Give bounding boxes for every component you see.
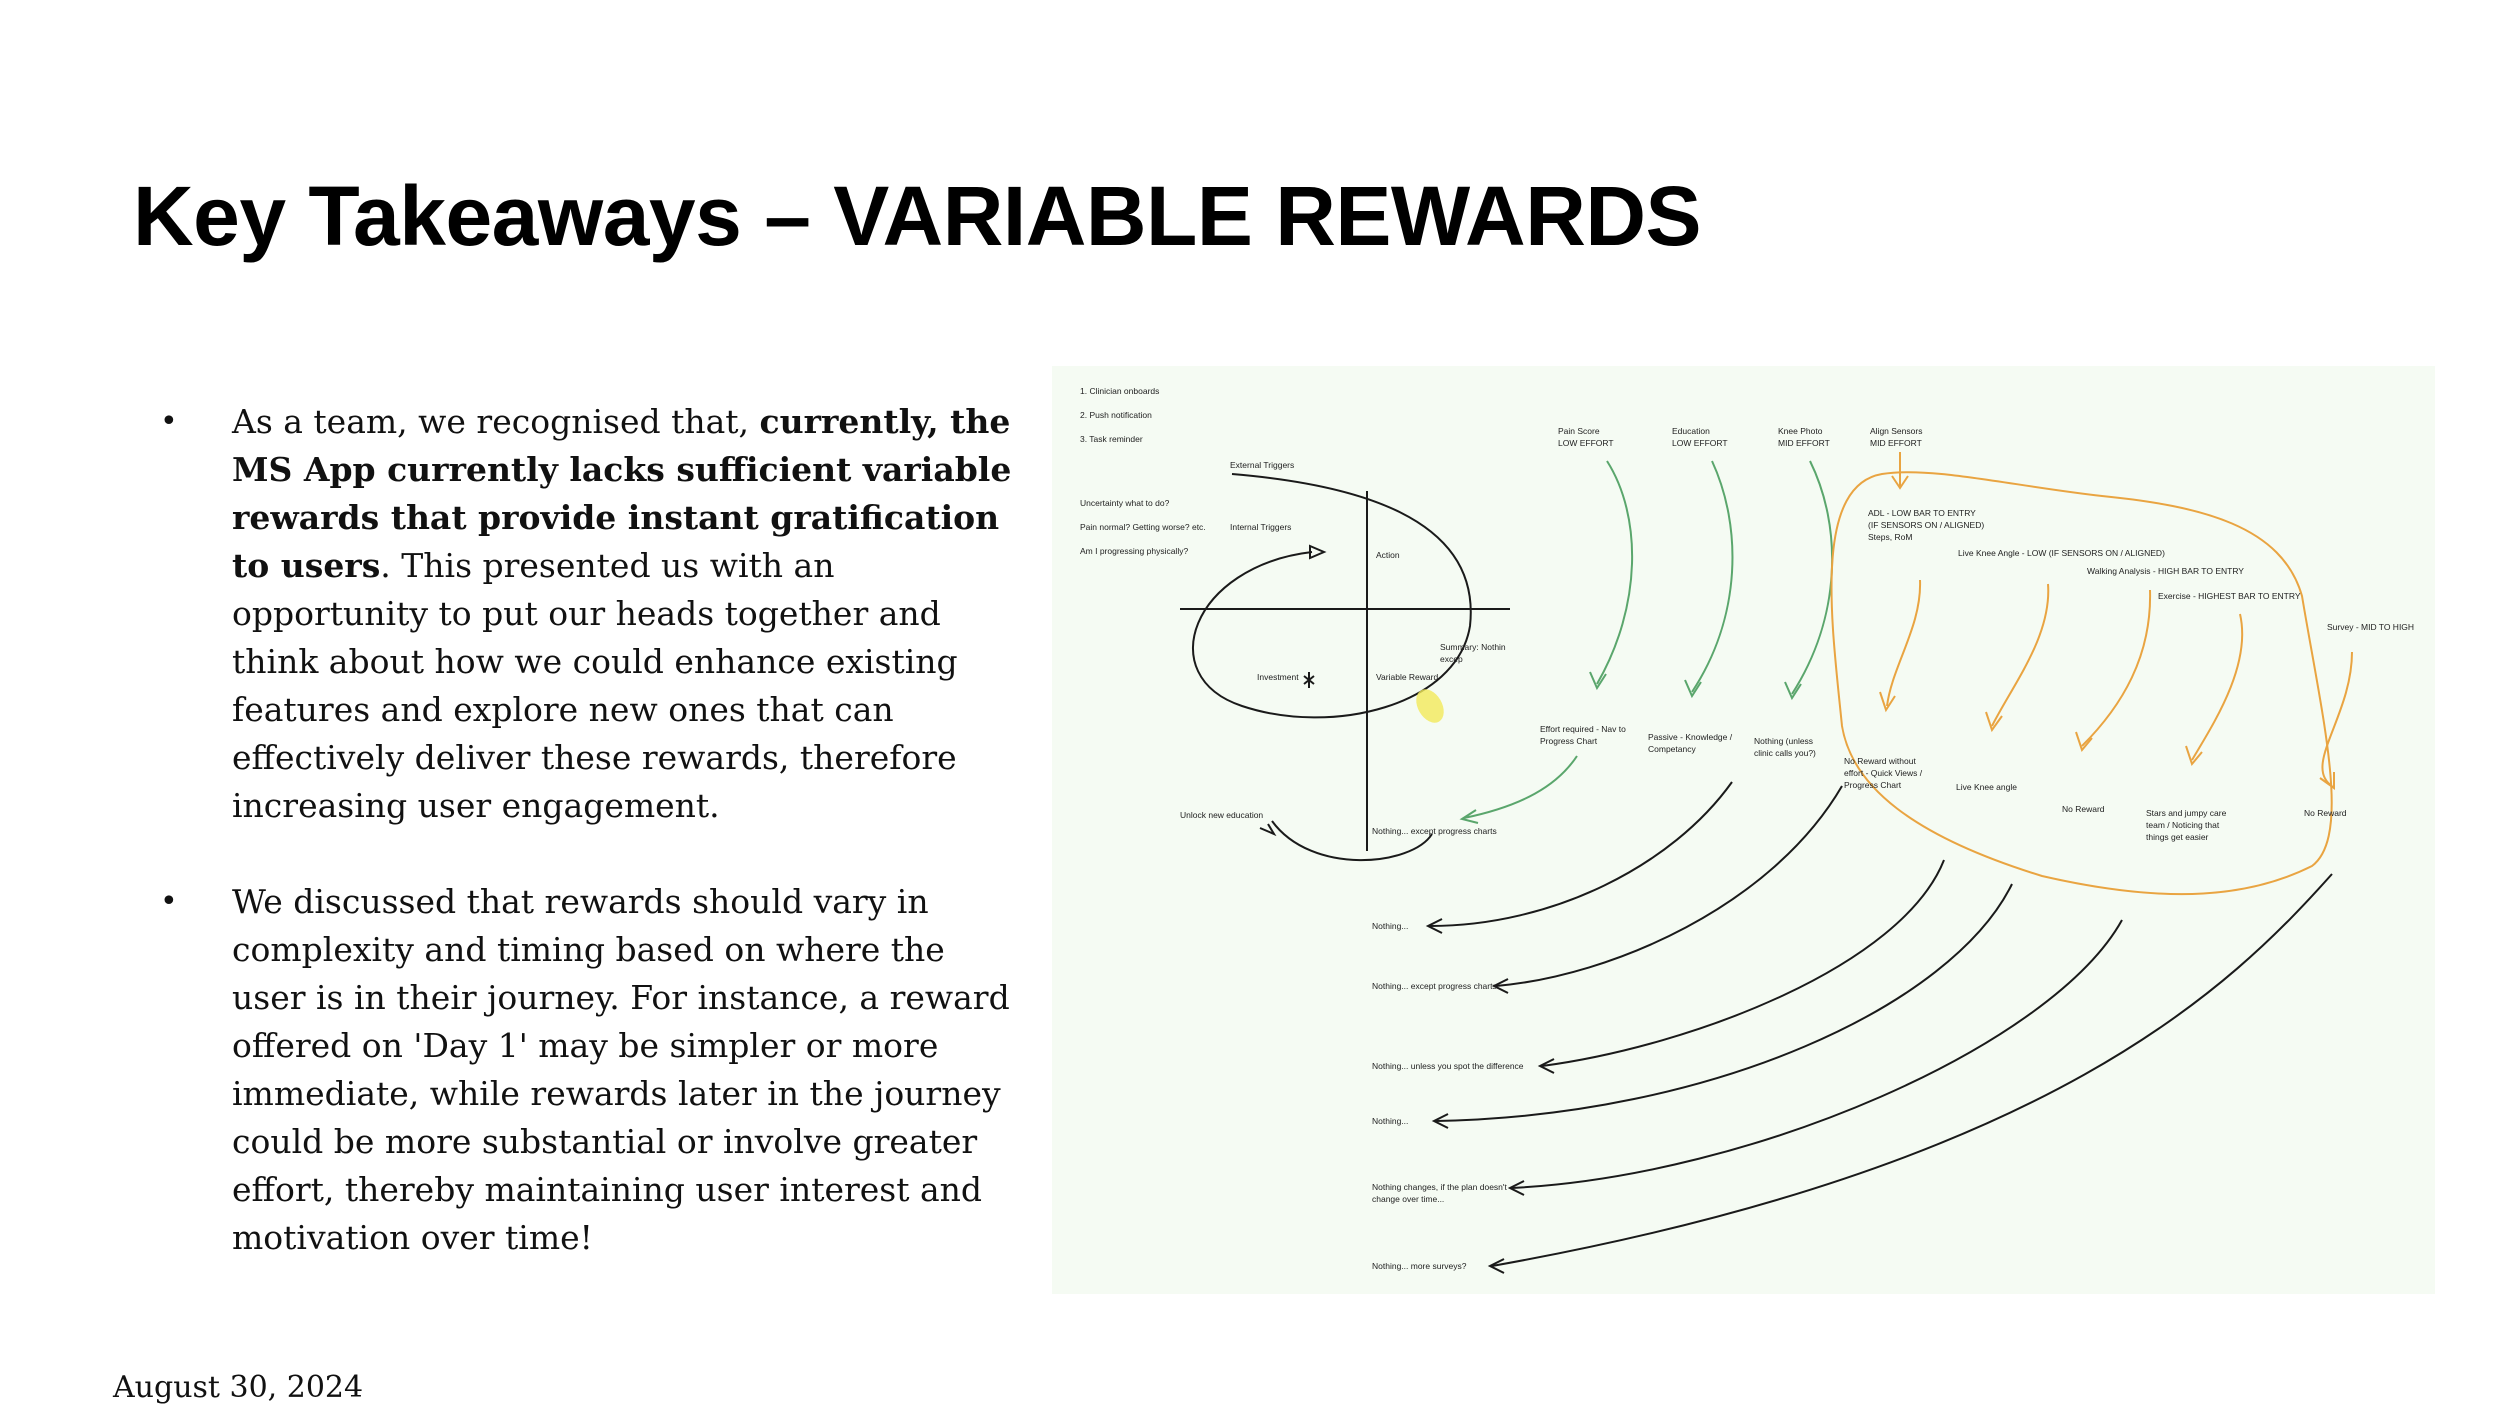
orange-outcome-label: No Reward	[2304, 808, 2347, 818]
nothing-label: Nothing... except progress charts	[1372, 981, 1497, 991]
question-label: Am I progressing physically?	[1080, 546, 1189, 556]
walking-bar-label: Walking Analysis - HIGH BAR TO ENTRY	[2087, 566, 2244, 576]
orange-outcome-label: Progress Chart	[1844, 780, 1902, 790]
green-outcome-label: Progress Chart	[1540, 736, 1598, 746]
feature-align-sensors: Align Sensors	[1870, 426, 1923, 436]
adl-label: Steps, RoM	[1868, 532, 1913, 542]
external-triggers-label: External Triggers	[1230, 460, 1295, 470]
feature-education: Education	[1672, 426, 1710, 436]
nothing-label: Nothing... more surveys?	[1372, 1261, 1467, 1271]
orange-outcome-label: effort - Quick Views /	[1844, 768, 1923, 778]
question-label: Pain normal? Getting worse? etc.	[1080, 522, 1206, 532]
question-label: Uncertainty what to do?	[1080, 498, 1170, 508]
bullet-dot-icon: •	[160, 404, 178, 439]
bullet-text-intro: As a team, we recognised that,	[232, 402, 760, 441]
sketch-background	[1052, 366, 2435, 1294]
slide-title: Key Takeaways – VARIABLE REWARDS	[133, 169, 1702, 263]
bullet-text-rest: . This presented us with an opportunity to put our heads together and think about how we could enhance existing features and explore new ones that can effectively deliver these rewards, therefore increasing user engagement.	[232, 546, 958, 825]
nothing-label: Nothing changes, if the plan doesn't	[1372, 1182, 1507, 1192]
adl-label: ADL - LOW BAR TO ENTRY	[1868, 508, 1976, 518]
green-outcome-label: Passive - Knowledge /	[1648, 732, 1733, 742]
green-outcome-label: clinic calls you?)	[1754, 748, 1816, 758]
nothing-progress-label: Nothing... except progress charts	[1372, 826, 1497, 836]
sketch-canvas	[1052, 366, 2435, 1294]
trigger-label: 2. Push notification	[1080, 410, 1152, 420]
orange-outcome-label: Live Knee angle	[1956, 782, 2017, 792]
bullet-item	[160, 398, 1020, 830]
feature-effort: MID EFFORT	[1870, 438, 1922, 448]
orange-outcome-label: things get easier	[2146, 832, 2209, 842]
survey-bar-label: Survey - MID TO HIGH	[2327, 622, 2415, 632]
feature-pain-score: Pain Score	[1558, 426, 1600, 436]
slide-date: August 30, 2024	[113, 1370, 364, 1405]
internal-triggers-label: Internal Triggers	[1230, 522, 1292, 532]
green-outcome-label: Effort required - Nav to	[1540, 724, 1626, 734]
investment-label: Investment	[1257, 672, 1299, 682]
orange-outcome-label: team / Noticing that	[2146, 820, 2220, 830]
green-outcome-label: Competancy	[1648, 744, 1696, 754]
live-knee-bar-label: Live Knee Angle - LOW (IF SENSORS ON / ALIGNED)	[1958, 548, 2165, 558]
hook-model-sketch	[1052, 366, 2435, 1294]
variable-reward-label: Variable Reward	[1376, 672, 1439, 682]
bullet-dot-icon: •	[160, 884, 178, 919]
feature-effort: MID EFFORT	[1778, 438, 1830, 448]
nothing-label: Nothing...	[1372, 921, 1409, 931]
orange-outcome-label: No Reward	[2062, 804, 2105, 814]
feature-effort: LOW EFFORT	[1672, 438, 1728, 448]
bullet-text: We discussed that rewards should vary in complexity and timing based on where the user is in their journey. For instance, a reward offered on 'Day 1' may be simpler or more immediate, while rewards later in the journey could be more substantial or involve greater effort, thereby maintaining user interest and motivation over time!	[232, 882, 1010, 1257]
bullet-list	[160, 398, 1020, 1310]
bullet-text-emphasis: currently, the MS App currently lacks sufficient variable rewards that provide instant gratification to users	[232, 402, 1012, 585]
bullet-text	[232, 398, 1020, 830]
feature-knee-photo: Knee Photo	[1778, 426, 1823, 436]
feature-effort: LOW EFFORT	[1558, 438, 1614, 448]
summary-label: excep	[1440, 654, 1463, 664]
green-outcome-label: Nothing (unless	[1754, 736, 1814, 746]
unlock-education-label: Unlock new education	[1180, 810, 1264, 820]
adl-label: (IF SENSORS ON / ALIGNED)	[1868, 520, 1985, 530]
exercise-bar-label: Exercise - HIGHEST BAR TO ENTRY	[2158, 591, 2301, 601]
nothing-label: change over time...	[1372, 1194, 1445, 1204]
action-label: Action	[1376, 550, 1400, 560]
orange-outcome-label: Stars and jumpy care	[2146, 808, 2227, 818]
bullet-item	[160, 878, 1020, 1262]
summary-label: Summary: Nothin	[1440, 642, 1506, 652]
trigger-label: 1. Clinician onboards	[1080, 386, 1160, 396]
trigger-label: 3. Task reminder	[1080, 434, 1143, 444]
nothing-label: Nothing...	[1372, 1116, 1409, 1126]
orange-outcome-label: No Reward without	[1844, 756, 1916, 766]
nothing-label: Nothing... unless you spot the difference	[1372, 1061, 1524, 1071]
